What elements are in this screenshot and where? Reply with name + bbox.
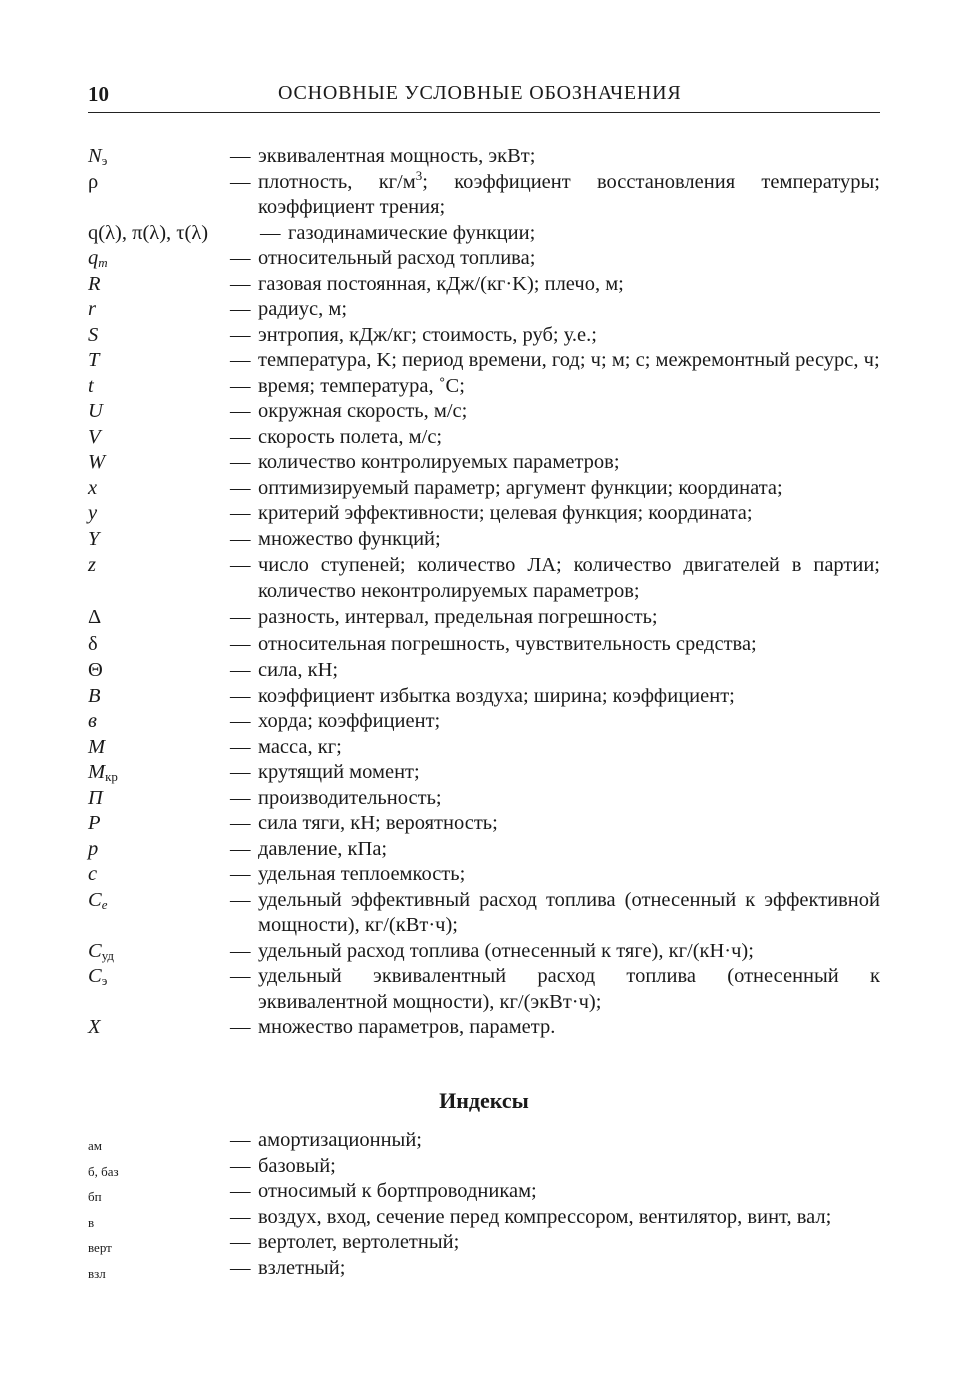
symbol: X (88, 1016, 101, 1038)
symbol-description: газодинамические функции; (288, 221, 536, 244)
symbol-entry: W — количество контролируемых параметров; (88, 450, 880, 476)
symbol-entry: B — коэффициент избытка воздуха; ширина; коэффициент; (88, 684, 880, 710)
symbol-description: окружная скорость, м/с; (258, 400, 468, 422)
symbol: M (88, 735, 106, 758)
symbol-entry: $C_e$ — удельный эффективный расход топлива (отнесенный к эффективной мощности), кг/(кВт·ч); (88, 888, 880, 939)
symbol-entry: ρ — плотность, $кг/м^3$; коэффициент восстановления температуры; коэффициент трения; (88, 170, 880, 221)
index-list (88, 1128, 880, 1281)
symbol: z (88, 554, 96, 576)
symbol: V (88, 425, 101, 448)
symbol: B (88, 684, 101, 707)
symbol: q(λ), π(λ), τ(λ) (88, 221, 209, 244)
symbol-entry: $N_э$ — эквивалентная мощность, экВт; (88, 144, 880, 170)
symbol: $C_e$ (88, 888, 108, 912)
symbol-entry: q(λ), π(λ), τ(λ) — газодинамические функции; (88, 221, 880, 247)
index-description: взлетный; (258, 1256, 346, 1279)
symbol-entry: z — число ступеней; количество ЛА; количество двигателей в партии; количество неконтролируемых параметров; (88, 553, 880, 604)
symbol-description: время; температура, ˚С; (258, 374, 465, 397)
symbol-description: удельный эффективный расход топлива (отнесенный к эффективной мощности), кг/(кВт·ч); (258, 888, 880, 936)
symbol-entry: Δ — разность, интервал, предельная погрешность; (88, 605, 880, 631)
symbol-description: оптимизируемый параметр; аргумент функции; координата; (258, 476, 783, 499)
index-symbol: верт (88, 1240, 112, 1255)
symbol-description: газовая постоянная, кДж/(кг·K); плечо, м; (258, 272, 624, 295)
symbol-entry: X — множество параметров, параметр. (88, 1015, 880, 1041)
running-header (88, 82, 880, 113)
symbol: П (88, 786, 103, 809)
symbol-description: относительный расход топлива; (258, 247, 536, 269)
symbol-entry: $C_{уд}$ — удельный расход топлива (отнесенный к тяге), кг/(кН·ч); (88, 939, 880, 965)
index-entry: ам — амортизационный; (88, 1128, 880, 1154)
symbol-entry: T — температура, K; период времени, год; ч; м; с; межремонтный ресурс, ч; (88, 348, 880, 374)
symbol-description: число ступеней; количество ЛА; количество двигателей в партии; количество неконтролируемых параметров; (258, 554, 880, 602)
symbol-entry: Θ — сила, кН; (88, 658, 880, 684)
section-title-indices: Индексы (439, 1088, 529, 1113)
symbol-entry: П — производительность; (88, 786, 880, 812)
symbol-description: производительность; (258, 786, 442, 809)
symbol-entry: S — энтропия, кДж/кг; стоимость, руб; у.е.; (88, 323, 880, 349)
symbol: в (88, 710, 97, 732)
symbol-description: удельный расход топлива (отнесенный к тяге), кг/(кН·ч); (258, 939, 754, 962)
symbol: ρ (88, 170, 99, 193)
symbol: Y (88, 527, 100, 550)
index-symbol: б, баз (88, 1163, 119, 1179)
symbol-entry: t — время; температура, ˚С; (88, 374, 880, 400)
symbol-description: радиус, м; (258, 298, 348, 320)
symbol: $C_{уд}$ (88, 939, 114, 963)
index-symbol: в (88, 1214, 95, 1230)
symbol-entry: $q_m$ — относительный расход топлива; (88, 246, 880, 272)
symbol-description: скорость полета, м/с; (258, 425, 443, 448)
symbol-description: энтропия, кДж/кг; стоимость, руб; у.е.; (258, 323, 597, 346)
index-symbol: взл (88, 1265, 106, 1281)
symbol-entry: U — окружная скорость, м/с; (88, 399, 880, 425)
symbol-description: температура, K; период времени, год; ч; м; с; межремонтный ресурс, ч; (258, 349, 880, 371)
symbol: r (88, 298, 96, 320)
symbol-description: множество функций; (258, 527, 441, 550)
symbol: T (88, 349, 100, 371)
symbol-description: удельная теплоемкость; (258, 863, 466, 885)
symbol-entry: Y — множество функций; (88, 527, 880, 553)
symbol: S (88, 323, 99, 346)
symbol: P (88, 812, 101, 834)
symbol: $C_э$ (88, 965, 108, 988)
symbol: $N_э$ (88, 145, 108, 168)
symbol-description: коэффициент избытка воздуха; ширина; коэффициент; (258, 684, 735, 707)
symbol-list (88, 144, 880, 1041)
symbol: R (88, 272, 101, 295)
symbol-entry: P — сила тяги, кН; вероятность; (88, 811, 880, 837)
symbol-description: плотность, $кг/м^3$; коэффициент восстановления температуры; коэффициент трения; (258, 167, 880, 218)
index-entry: б, баз — базовый; (88, 1154, 880, 1180)
symbol-entry: p — давление, кПа; (88, 837, 880, 863)
symbol-entry: r — радиус, м; (88, 297, 880, 323)
index-description: амортизационный; (258, 1129, 422, 1151)
index-description: относимый к бортпроводникам; (258, 1180, 537, 1202)
index-description: базовый; (258, 1154, 336, 1177)
symbol-description: хорда; коэффициент; (258, 710, 441, 732)
symbol: x (88, 476, 98, 499)
symbol-description: сила, кН; (258, 659, 339, 681)
index-entry: взл — взлетный; (88, 1256, 880, 1282)
symbol-entry: x — оптимизируемый параметр; аргумент функции; координата; (88, 476, 880, 502)
symbol: U (88, 400, 103, 422)
symbol-description: эквивалентная мощность, экВт; (258, 145, 536, 167)
symbol-entry: R — газовая постоянная, кДж/(кг·K); плечо, м; (88, 272, 880, 298)
index-symbol: ам (88, 1138, 102, 1153)
symbol-description: удельный эквивалентный расход топлива (отнесенный к эквивалентной мощности), кг/(экВт·ч); (258, 965, 880, 1013)
symbol-entry: c — удельная теплоемкость; (88, 862, 880, 888)
symbol-entry: $C_э$ — удельный эквивалентный расход топлива (отнесенный к эквивалентной мощности), кг/(экВт·ч); (88, 964, 880, 1015)
symbol: $q_m$ (88, 247, 108, 270)
symbol: Δ (88, 606, 102, 628)
index-entry: в — воздух, вход, сечение перед компрессором, вентилятор, винт, вал; (88, 1205, 880, 1231)
symbol-description: множество параметров, параметр. (258, 1016, 556, 1038)
symbol-description: разность, интервал, предельная погрешность; (258, 606, 658, 628)
symbol: δ (88, 632, 98, 655)
symbol: Θ (88, 659, 103, 681)
index-description: воздух, вход, сечение перед компрессором, вентилятор, винт, вал; (258, 1205, 832, 1228)
symbol: p (88, 837, 99, 860)
symbol: $M_{кр}$ (88, 761, 118, 784)
symbol-entry: δ — относительная погрешность, чувствительность средства; (88, 632, 880, 658)
symbol: t (88, 374, 94, 397)
symbol-entry: M — масса, кг; (88, 735, 880, 761)
page-number: 10 (88, 82, 109, 106)
symbol-entry: V — скорость полета, м/с; (88, 425, 880, 451)
index-description: вертолет, вертолетный; (258, 1231, 460, 1253)
symbol: W (88, 451, 106, 473)
symbol: c (88, 863, 98, 885)
symbol-description: количество контролируемых параметров; (258, 451, 620, 473)
symbol-entry: в — хорда; коэффициент; (88, 709, 880, 735)
symbol-entry: y — критерий эффективности; целевая функция; координата; (88, 501, 880, 527)
running-title: ОСНОВНЫЕ УСЛОВНЫЕ ОБОЗНАЧЕНИЯ (278, 82, 682, 104)
index-entry: верт — вертолет, вертолетный; (88, 1230, 880, 1256)
symbol-description: сила тяги, кН; вероятность; (258, 812, 498, 834)
index-entry: бп — относимый к бортпроводникам; (88, 1179, 880, 1205)
symbol-description: масса, кг; (258, 735, 342, 758)
symbol-description: давление, кПа; (258, 837, 388, 860)
symbol-description: крутящий момент; (258, 761, 420, 783)
symbol: y (88, 502, 98, 524)
symbol-description: критерий эффективности; целевая функция; координата; (258, 502, 753, 524)
symbol-description: относительная погрешность, чувствительность средства; (258, 632, 757, 655)
index-symbol: бп (88, 1189, 102, 1204)
symbol-entry: $M_{кр}$ — крутящий момент; (88, 760, 880, 786)
